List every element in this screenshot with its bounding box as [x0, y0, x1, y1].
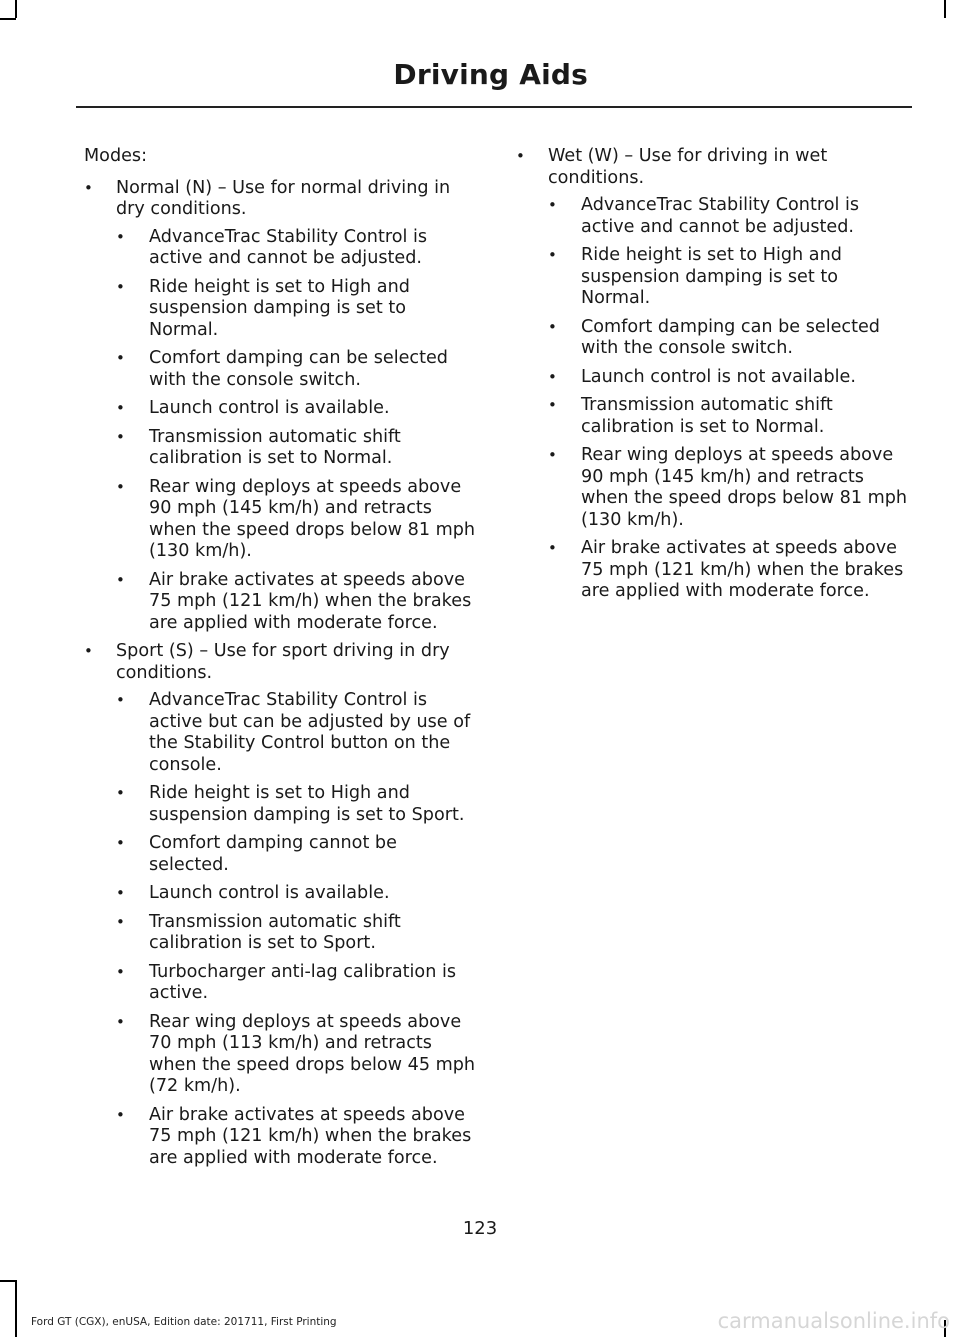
list-item [116, 427, 478, 470]
bullet-icon: • [116, 570, 125, 589]
watermark: carmanualsonline.info [717, 1309, 950, 1333]
bullet-icon: • [116, 427, 125, 446]
list-item-text: Air brake activates at speeds above 75 mph (121 km/h) when the brakes are applied with moderate force. [581, 538, 904, 601]
bullet-icon: • [116, 1012, 125, 1031]
bullet-icon: • [548, 396, 557, 414]
bullet-icon: • [116, 691, 125, 709]
left-column [84, 146, 478, 1176]
list-item-text: Transmission automatic shift calibration is set to Normal. [581, 395, 833, 437]
mode-wet [516, 146, 910, 603]
bullet-icon: • [84, 178, 93, 197]
list-item-text: Ride height is set to High and suspension damping is set to Normal. [149, 276, 410, 340]
right-column [516, 146, 910, 610]
list-item-text: AdvanceTrac Stability Control is active but can be adjusted by use of the Stability Control button on the console. [149, 690, 471, 775]
list-item-text: Ride height is set to High and suspension damping is set to Sport. [149, 783, 465, 825]
mode-normal [84, 178, 478, 635]
list-item-text: Air brake activates at speeds above 75 mph (121 km/h) when the brakes are applied with moderate force. [149, 1104, 472, 1168]
bullet-icon: • [116, 912, 125, 931]
list-item-text: Comfort damping cannot be selected. [149, 833, 397, 875]
list-item-text: Ride height is set to High and suspension damping is set to Normal. [581, 245, 842, 308]
crop-mark [944, 0, 946, 18]
list-item [116, 1012, 478, 1098]
list-item-text: Transmission automatic shift calibration is set to Normal. [149, 426, 401, 468]
list-item [116, 912, 478, 955]
list-item [548, 395, 910, 438]
bullet-icon: • [116, 834, 125, 852]
list-item [116, 277, 478, 342]
mode-title: Normal (N) – Use for normal driving in dry conditions. [116, 177, 451, 219]
list-item-text: AdvanceTrac Stability Control is active and cannot be adjusted. [149, 226, 428, 268]
crop-mark [0, 18, 16, 20]
list-item-text: AdvanceTrac Stability Control is active and cannot be adjusted. [581, 195, 860, 237]
list-item [548, 538, 910, 603]
bullet-icon: • [548, 246, 557, 264]
bullet-icon: • [116, 227, 125, 246]
bullet-icon: • [548, 196, 557, 214]
page-title: Driving Aids [393, 58, 588, 91]
list-item [116, 883, 478, 905]
bullet-icon: • [548, 446, 557, 464]
list-item [116, 227, 478, 270]
list-item [116, 398, 478, 420]
crop-mark [15, 0, 17, 18]
list-item [116, 348, 478, 391]
list-item-text: Comfort damping can be selected with the console switch. [581, 316, 880, 358]
mode-sport-details [116, 690, 478, 1169]
bullet-icon: • [516, 147, 525, 165]
list-item-text: Launch control is not available. [581, 366, 856, 387]
list-item-text: Rear wing deploys at speeds above 70 mph (113 km/h) and retracts when the speed drops below 45 mph (72 km/h). [149, 1011, 476, 1096]
list-item-text: Transmission automatic shift calibration is set to Sport. [149, 911, 401, 953]
list-item [116, 833, 478, 876]
mode-title: Wet (W) – Use for driving in wet conditions. [548, 146, 828, 188]
footer-edition-text: Ford GT (CGX), enUSA, Edition date: 201711, First Printing [31, 1316, 337, 1328]
mode-sport [84, 641, 478, 1169]
list-item [116, 962, 478, 1005]
list-item [548, 195, 910, 238]
bullet-icon: • [116, 784, 125, 802]
bullet-icon: • [548, 317, 557, 336]
mode-normal-details [116, 227, 478, 635]
page-number: 123 [462, 1218, 498, 1239]
list-item-text: Turbocharger anti-lag calibration is active. [149, 961, 456, 1003]
list-item-text: Launch control is available. [149, 883, 390, 903]
bullet-icon: • [116, 884, 125, 902]
bullet-icon: • [548, 539, 557, 557]
modes-label: Modes: [84, 146, 148, 166]
list-item [548, 317, 910, 360]
bullet-icon: • [116, 399, 125, 417]
list-item [116, 1105, 478, 1170]
list-item [116, 570, 478, 635]
list-item [116, 783, 478, 826]
list-item-text: Air brake activates at speeds above 75 mph (121 km/h) when the brakes are applied with moderate force. [149, 569, 472, 633]
bullet-icon: • [116, 477, 125, 496]
bullet-icon: • [116, 1105, 125, 1124]
bullet-icon: • [548, 367, 557, 386]
list-item [548, 367, 910, 389]
list-item-text: Comfort damping can be selected with the console switch. [149, 348, 448, 390]
modes-list [84, 178, 478, 1170]
bullet-icon: • [116, 349, 125, 367]
crop-mark [15, 1280, 17, 1337]
list-item [116, 690, 478, 776]
bullet-icon: • [84, 642, 93, 660]
list-item [116, 477, 478, 563]
bullet-icon: • [116, 962, 125, 981]
crop-mark [0, 1280, 16, 1282]
modes-list-continued [516, 146, 910, 603]
list-item-text: Rear wing deploys at speeds above 90 mph (145 km/h) and retracts when the speed drops below 81 mph (130 km/h). [149, 476, 476, 561]
list-item-text: Rear wing deploys at speeds above 90 mph (145 km/h) and retracts when the speed drops below 81 mph (130 km/h). [581, 445, 908, 530]
list-item-text: Launch control is available. [149, 398, 390, 418]
list-item [548, 445, 910, 531]
list-item [548, 245, 910, 310]
mode-title: Sport (S) – Use for sport driving in dry conditions. [116, 641, 450, 683]
mode-wet-details [548, 195, 910, 603]
header-divider [76, 106, 912, 108]
bullet-icon: • [116, 277, 125, 296]
